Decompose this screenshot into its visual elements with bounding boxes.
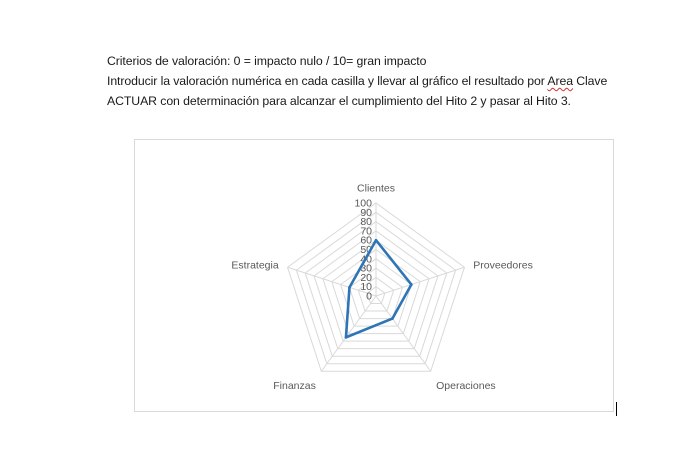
tick-label: 20 xyxy=(360,271,372,284)
series-point xyxy=(345,336,348,339)
tick-label: 80 xyxy=(360,216,372,229)
tick-label: 10 xyxy=(360,281,372,294)
tick-label: 40 xyxy=(360,253,372,266)
series-point xyxy=(375,239,378,242)
category-label: Operaciones xyxy=(436,379,496,392)
category-label: Finanzas xyxy=(273,379,316,392)
tick-label: 50 xyxy=(360,244,372,256)
radar-chart-svg xyxy=(135,140,615,413)
tick-label: 90 xyxy=(360,206,372,219)
category-label: Proveedores xyxy=(473,259,533,272)
tick-label: 70 xyxy=(360,225,372,238)
instruction-line xyxy=(107,71,677,91)
tick-label: 30 xyxy=(360,262,372,275)
tick-label: 0 xyxy=(366,290,372,303)
category-label: Clientes xyxy=(357,182,395,195)
series-point xyxy=(391,317,394,320)
criteria-line: Criterios de valoración: 0 = impacto nulo / 10= gran impacto xyxy=(107,54,427,68)
tick-label: 100 xyxy=(354,197,372,210)
spellcheck-flagged-word[interactable]: Area xyxy=(547,74,573,88)
text-cursor xyxy=(616,402,617,416)
series-point xyxy=(348,286,351,289)
instructions-text xyxy=(107,51,677,111)
radar-chart[interactable] xyxy=(134,139,614,412)
instruction-line-start: Introducir la valoración numérica en cada casilla y llevar al gráfico el resultado por xyxy=(107,74,548,88)
tick-label: 60 xyxy=(360,234,372,247)
series-point xyxy=(410,283,413,286)
instruction-line-end: Clave xyxy=(572,74,608,88)
spoke-line xyxy=(376,267,464,296)
action-line: ACTUAR con determinación para alcanzar el cumplimiento del Hito 2 y pasar al Hito 3. xyxy=(107,94,571,108)
category-label: Estrategia xyxy=(231,259,279,272)
